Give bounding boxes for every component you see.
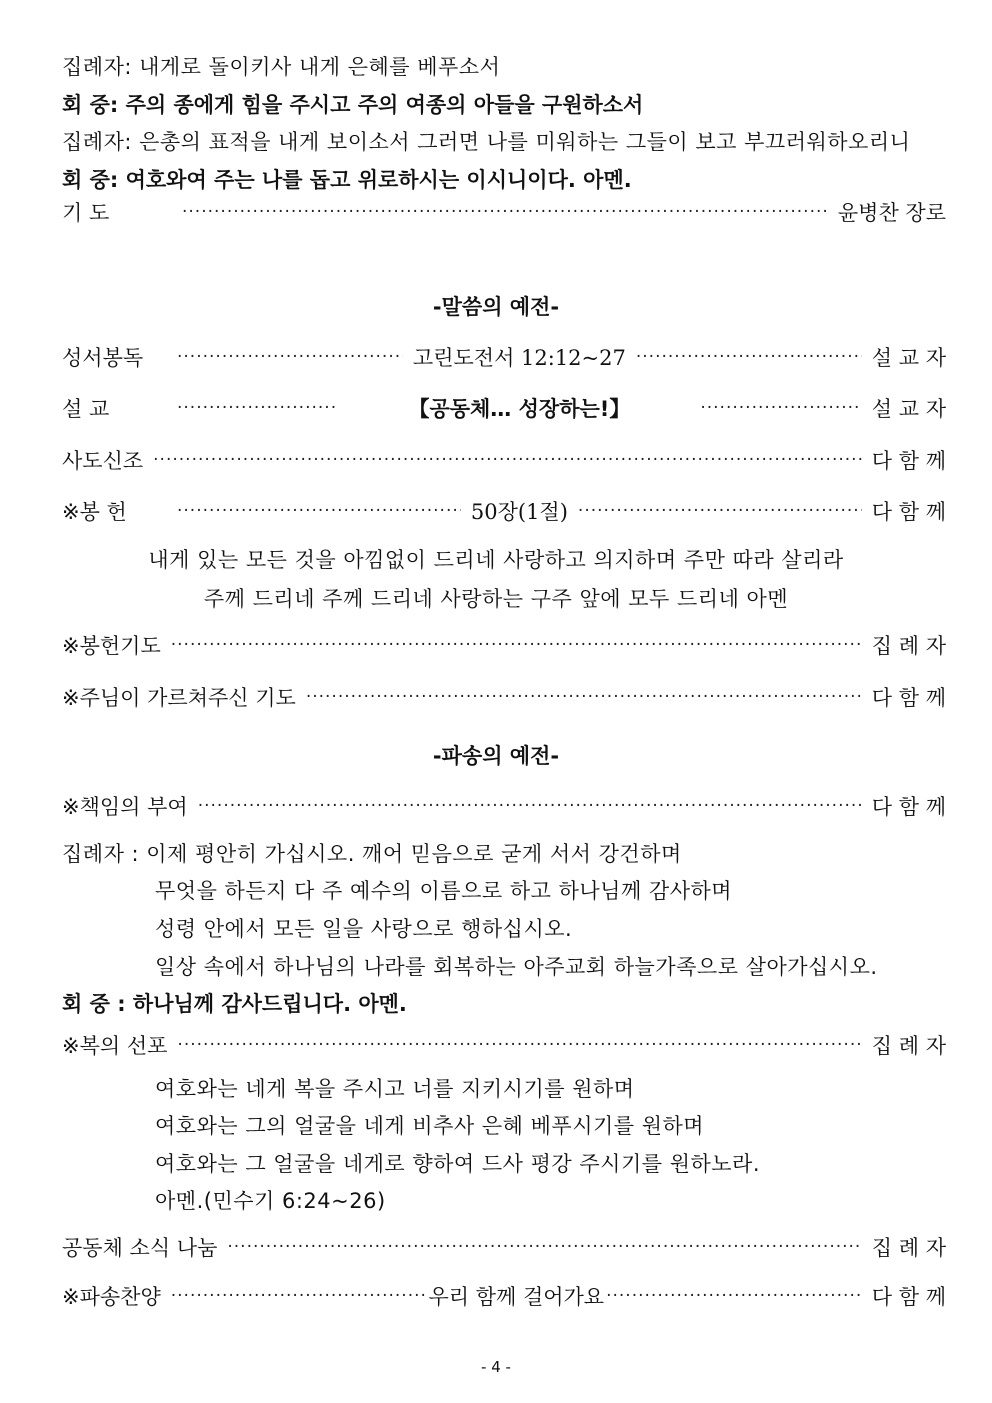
commission-text-5: 회 중 : 하나님께 감사드립니다. 아멘. — [62, 992, 407, 1016]
commission-line-4 — [155, 951, 946, 981]
responsive-line-3 — [62, 126, 946, 156]
sermon-row — [62, 393, 946, 423]
lords-prayer-label: ※주님이 가르쳐주신 기도 — [62, 686, 296, 710]
sermon-label: 설 교 — [62, 397, 110, 421]
responsive-line-4 — [62, 164, 946, 194]
scripture-label: 성서봉독 — [62, 346, 144, 370]
commission-text-2: 무엇을 하든지 다 주 예수의 이름으로 하고 하나님께 감사하며 — [155, 879, 733, 903]
prayer-label: 기 도 — [62, 201, 110, 225]
sermon-person: 설 교 자 — [871, 397, 947, 421]
offering-prayer-person: 집 례 자 — [871, 634, 946, 658]
leader-dots — [198, 796, 862, 816]
sending-hymn-row — [62, 1281, 946, 1311]
commission-text-1: 집례자 : 이제 평안히 가십시오. 깨어 믿음으로 굳게 서서 강건하며 — [62, 842, 682, 866]
lords-prayer-row — [62, 682, 946, 712]
responsive-line-1 — [62, 51, 946, 81]
prayer-row — [62, 197, 946, 227]
sending-hymn-title: 우리 함께 걸어가요 — [428, 1285, 605, 1309]
responsive-line-2 — [62, 89, 946, 119]
responsive-text-1: 집례자: 내게로 돌이키사 내게 은혜를 베푸소서 — [62, 55, 501, 79]
blessing-label: ※복의 선포 — [62, 1034, 168, 1058]
blessing-text-3: 여호와는 그 얼굴을 네게로 향하여 드사 평강 주시기를 원하노라. — [155, 1152, 761, 1176]
leader-dots — [171, 635, 862, 655]
commission-line-1 — [62, 838, 946, 868]
responsive-text-3: 집례자: 은총의 표적을 내게 보이소서 그러면 나를 미워하는 그들이 보고 부끄러워하오리니 — [62, 130, 911, 154]
blessing-line-3 — [155, 1148, 946, 1178]
scripture-reference: 고린도전서 12:12~27 — [412, 346, 626, 370]
leader-dots — [171, 1286, 427, 1306]
sending-hymn-person: 다 함 께 — [871, 1285, 947, 1309]
leader-dots — [606, 1286, 862, 1306]
leader-dots — [578, 501, 862, 521]
offering-lyrics-1: 내게 있는 모든 것을 아낌없이 드리네 사랑하고 의지하며 주만 따라 살리라 — [148, 548, 844, 572]
leader-dots — [153, 450, 862, 470]
commission-person: 다 함 께 — [871, 795, 946, 819]
commission-line-5 — [62, 988, 946, 1018]
commission-line-2 — [155, 875, 946, 905]
page-number: - 4 - — [481, 1358, 511, 1376]
commission-text-3: 성령 안에서 모든 일을 사랑으로 행하십시오. — [155, 917, 573, 941]
creed-person: 다 함 께 — [871, 449, 946, 473]
leader-dots — [177, 501, 461, 521]
commission-text-4: 일상 속에서 하나님의 나라를 회복하는 아주교회 하늘가족으로 살아가십시오. — [155, 955, 878, 979]
leader-dots — [700, 398, 861, 418]
offering-prayer-row — [62, 630, 946, 660]
leader-dots — [306, 687, 862, 707]
blessing-text-2: 여호와는 그의 얼굴을 네게 비추사 은혜 베푸시기를 원하며 — [155, 1114, 705, 1138]
leader-dots — [636, 347, 862, 367]
offering-person: 다 함 께 — [871, 500, 947, 524]
blessing-line-1 — [155, 1073, 946, 1103]
prayer-person: 윤병찬 장로 — [837, 201, 946, 225]
leader-dots — [177, 1035, 861, 1055]
lords-prayer-person: 다 함 께 — [871, 686, 946, 710]
sermon-title: 【공동체… 성장하는!】 — [408, 397, 631, 421]
leader-dots — [177, 347, 403, 367]
responsive-text-4: 회 중: 여호와여 주는 나를 돕고 위로하시는 이시니이다. 아멘. — [62, 168, 632, 192]
sending-hymn-label: ※파송찬양 — [62, 1285, 161, 1309]
blessing-person: 집 례 자 — [871, 1034, 946, 1058]
commission-row — [62, 791, 946, 821]
offering-hymn: 50장(1절) — [470, 500, 568, 524]
scripture-person: 설 교 자 — [871, 346, 947, 370]
offering-label: ※봉 헌 — [62, 500, 127, 524]
blessing-line-4 — [155, 1185, 946, 1215]
blessing-line-2 — [155, 1110, 946, 1140]
news-person: 집 례 자 — [871, 1236, 946, 1260]
leader-dots — [182, 202, 828, 222]
commission-label: ※책임의 부여 — [62, 795, 188, 819]
section-heading-word: -말씀의 예전- — [432, 295, 560, 319]
offering-lyrics-2: 주께 드리네 주께 드리네 사랑하는 구주 앞에 모두 드리네 아멘 — [203, 587, 789, 611]
creed-row — [62, 445, 946, 475]
section-heading-sending: -파송의 예전- — [432, 744, 560, 768]
blessing-row — [62, 1030, 946, 1060]
blessing-text-4: 아멘.(민수기 6:24~26) — [155, 1189, 386, 1213]
scripture-row — [62, 342, 946, 372]
leader-dots — [227, 1237, 861, 1257]
blessing-text-1: 여호와는 네게 복을 주시고 너를 지키시기를 원하며 — [155, 1077, 635, 1101]
news-row — [62, 1232, 946, 1262]
responsive-text-2: 회 중: 주의 종에게 힘을 주시고 주의 여종의 아들을 구원하소서 — [62, 93, 644, 117]
leader-dots — [177, 398, 338, 418]
offering-prayer-label: ※봉헌기도 — [62, 634, 161, 658]
creed-label: 사도신조 — [62, 449, 144, 473]
offering-row — [62, 496, 946, 526]
commission-line-3 — [155, 913, 946, 943]
news-label: 공동체 소식 나눔 — [62, 1236, 218, 1260]
